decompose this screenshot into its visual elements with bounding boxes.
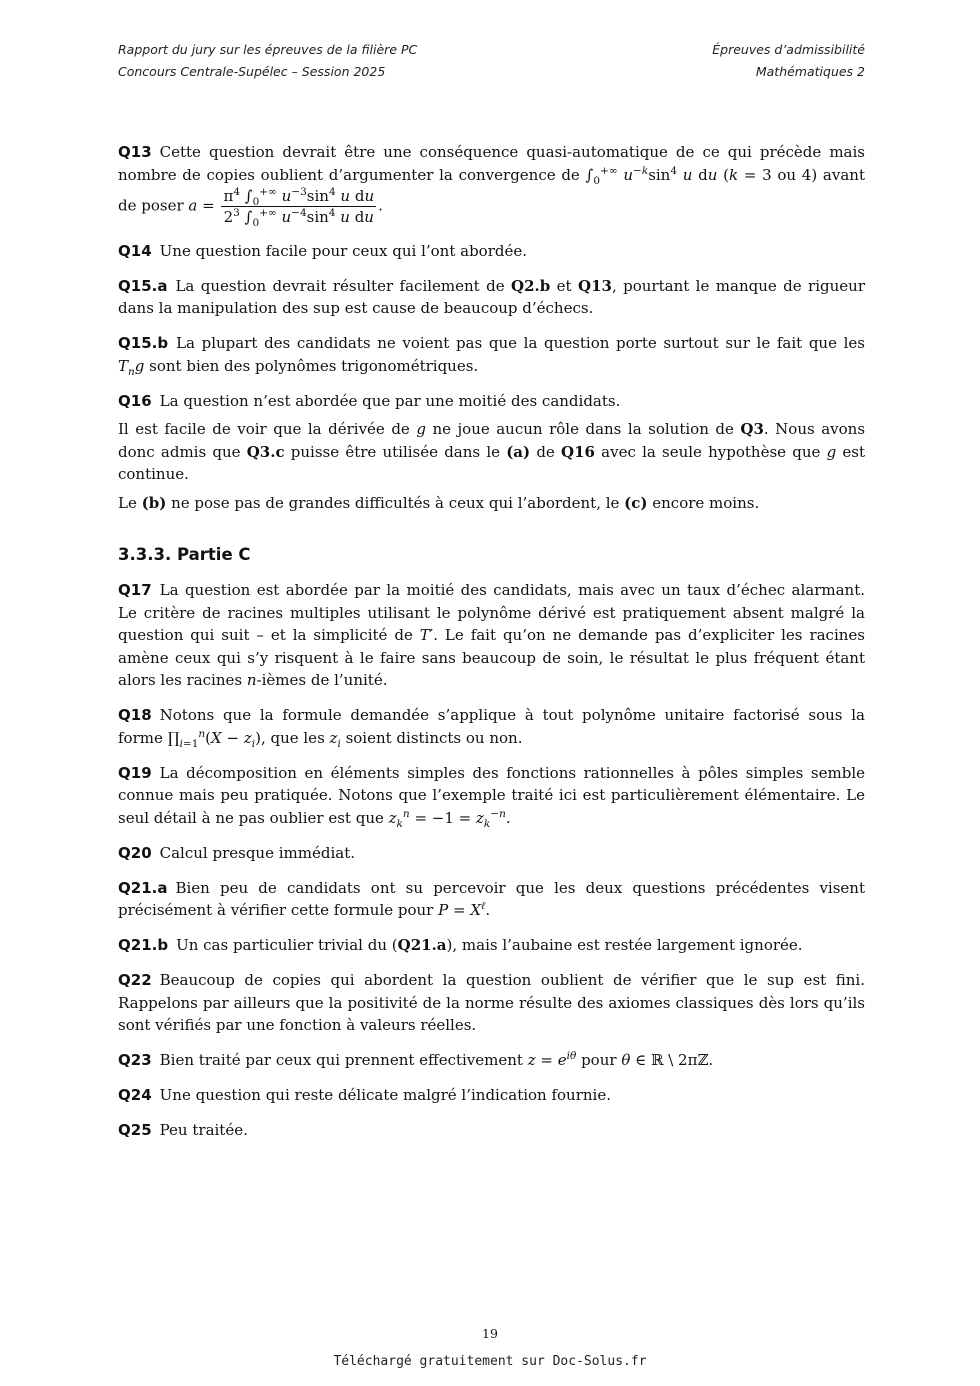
question-label: Q13 (118, 143, 152, 161)
question-label: Q17 (118, 581, 152, 599)
q22-paragraph (118, 969, 865, 1037)
q14-paragraph (118, 240, 865, 263)
question-label: Q21.b (118, 936, 169, 954)
question-label: Q15.a (118, 276, 168, 295)
q25-text: Peu traitée. (159, 1121, 248, 1139)
question-label: Q22 (118, 971, 152, 989)
section-heading: 3.3.3. Partie C (118, 545, 251, 564)
report-body (118, 141, 865, 1154)
question-label: Q15.b (118, 334, 169, 352)
question-label: Q21.a (118, 878, 168, 897)
fraction-a: $\frac{\pi^4 \int_0^{+\infty} u^{-3}\sin^4 u du}{2^3 \int_0^{+\infty} u^{-4}\sin^4 u du}$ (223, 186, 375, 229)
question-label: Q14 (118, 241, 152, 260)
question-label: Q24 (118, 1086, 152, 1104)
q17-paragraph: Q17 La question est abordée par la moitié des candidats, mais avec un taux d’échec alarmant. Le critère de racines multiples utilisant le polynôme dérivé est pratiquement absent malgré la question qui suit – et la simplicité de T′. Le fait qu’on ne demande pas d’expliciter les racines amène ceux qui s’y risquent à le faire sans beaucoup de soin, le résultat le plus fréquent étant alors les racines n-ièmes de l’unité. (118, 581, 865, 689)
q18-paragraph: Q18 Notons que la formule demandée s’applique à tout polynôme unitaire factorisé sous la forme $\prod_{i=1}^n(X - z_i)$, que les $z_i$ soient distincts ou non. (118, 706, 865, 750)
question-label: Q19 (118, 763, 152, 782)
footer-download-note: Téléchargé gratuitement sur Doc-Solus.fr (333, 1354, 647, 1369)
q24-text: Une question qui reste délicate malgré l’indication fournie. (159, 1086, 611, 1104)
q19-paragraph: Q19 La décomposition en éléments simples des fonctions rationnelles à pôles simples semble connue mais peu pratiquée. Notons que l’exemple traité ici est particulièrement élémentaire. Le seul détail à ne pas oublier est que $z_k^n = -1 = z_k^{-n}$. (118, 763, 865, 830)
q16-paragraph-2: Il est facile de voir que la dérivée de g ne joue aucun rôle dans la solution de Q3. Nous avons donc admis que Q3.c puisse être utilisée dans le (a) de Q16 avec la seule hypothèse que g est continue. (118, 420, 866, 483)
header-exam-type: Épreuves d’admissibilité (712, 42, 865, 57)
q24-paragraph (118, 1084, 865, 1107)
header-subject: Mathématiques 2 (755, 64, 865, 79)
page-header (118, 39, 865, 83)
q23-paragraph: Q23 Bien traité par ceux qui prennent effectivement $z = e^{i\theta}$ pour θ ∈ ℝ \ 2πℤ. (118, 1050, 714, 1069)
q25-paragraph (118, 1119, 865, 1142)
question-label: Q20 (118, 843, 152, 862)
q14-text: Une question facile pour ceux qui l’ont abordée. (159, 241, 527, 260)
q15b-paragraph: Q15.b La plupart des candidats ne voient pas que la question porte surtout sur le fait que les $T_ng$ sont bien des polynômes trigonométriques. (118, 334, 865, 378)
q20-text: Calcul presque immédiat. (159, 843, 355, 862)
question-label: Q23 (118, 1051, 152, 1069)
header-report-title: Rapport du jury sur les épreuves de la filière PC (118, 42, 418, 57)
question-label: Q16 (118, 391, 152, 410)
question-label: Q18 (118, 706, 152, 724)
q16-text: La question n’est abordée que par une moitié des candidats. (159, 391, 621, 410)
q22-text: Beaucoup de copies qui abordent la question oublient de vérifier que le sup est fini. Rappelons par ailleurs que la positivité de la norme résulte des axiomes classiques dès lors qu’ils sont vérifiés par une fonction à valeurs réelles. (118, 971, 865, 1034)
q20-paragraph (118, 842, 865, 865)
header-session: Concours Centrale-Supélec – Session 2025 (118, 64, 386, 79)
q16-paragraph (118, 390, 865, 413)
q21b-paragraph: Q21.b Un cas particulier trivial du (Q21.a), mais l’aubaine est restée largement ignorée. (118, 936, 803, 954)
q15a-paragraph: Q15.a La question devrait résulter facilement de Q2.b et Q13, pourtant le manque de rigueur dans la manipulation des sup est cause de beaucoup d’échecs. (118, 276, 865, 317)
q13-paragraph: Q13 Cette question devrait être une conséquence quasi-automatique de ce qui précède mais nombre de copies oublient d’argumenter la convergence de $\int_0^{+\infty}$ $u^{-k}\sin^4$ u du (k = 3 ou 4) avant de poser a = $\frac{\pi^4 \int_0^{+\infty} u^{-3}\sin^4 u du}{2^3 \int_0^{+\infty} u^{-4}\sin^4 u du}$ . (118, 143, 865, 229)
q21a-paragraph: Q21.a Bien peu de candidats ont su percevoir que les deux questions précédentes visent précisément à vérifier cette formule pour $P = X^\ell$. (118, 878, 865, 919)
q16-paragraph-3: Le (b) ne pose pas de grandes difficultés à ceux qui l’abordent, le (c) encore moins. (118, 493, 760, 512)
page-number: 19 (482, 1326, 498, 1341)
question-label: Q25 (118, 1121, 152, 1139)
